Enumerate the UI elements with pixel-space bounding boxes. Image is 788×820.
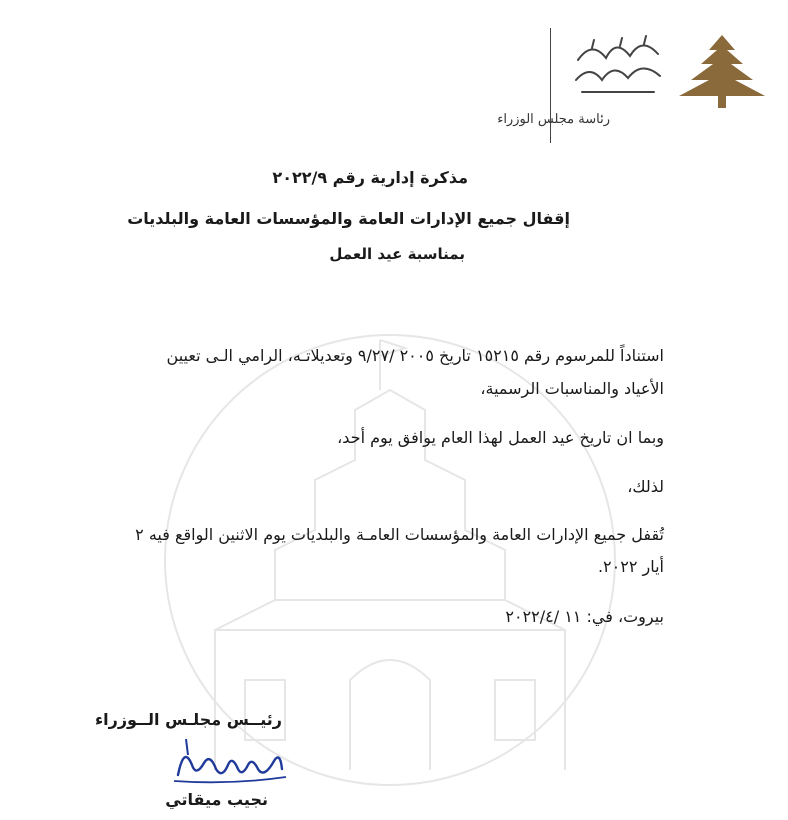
paragraph-therefore: لذلك،: [627, 477, 664, 496]
handwritten-signature: [170, 735, 290, 795]
paragraph-closure-line-1: تُقفل جميع الإدارات العامة والمؤسسات العامـة والبلديات يوم الاثنين الواقع فيه ٢: [135, 525, 664, 544]
cedar-emblem-icon: [665, 30, 780, 110]
presidency-label: رئاسة مجلس الوزراء: [497, 112, 610, 127]
memo-subject-line-1: إقفال جميع الإدارات العامة والمؤسسات العامة والبلديات: [127, 209, 570, 228]
signatory-title: رئيــس مجلـس الــوزراء: [94, 710, 282, 729]
paragraph-closure-line-2: أيار ٢٠٢٢.: [597, 557, 664, 576]
svg-text:الجمهورية اللبنانية: الجمهورية اللبنانية: [618, 101, 626, 102]
signatory-name: نجيب ميقاتي: [165, 790, 268, 809]
paragraph-decree-line-2: الأعياد والمناسبات الرسمية،: [480, 379, 664, 398]
paragraph-decree-line-1: استناداً للمرسوم رقم ١٥٢١٥ تاريخ ٢٠٠٥ /٩/٢٧ وتعديلاتـه، الرامي الـى تعيين: [166, 346, 664, 365]
republic-calligraphy: [572, 30, 664, 102]
memo-number: مذكرة إدارية رقم ٢٠٢٢/٩: [272, 168, 468, 187]
paragraph-labor-day: وبما ان تاريخ عيد العمل لهذا العام يوافق يوم أحد،: [337, 428, 664, 447]
place-date: بيروت، في: ١١ /٢٠٢٢/٤: [505, 607, 664, 626]
memo-subject-line-2: بمناسبة عيد العمل: [329, 245, 465, 263]
